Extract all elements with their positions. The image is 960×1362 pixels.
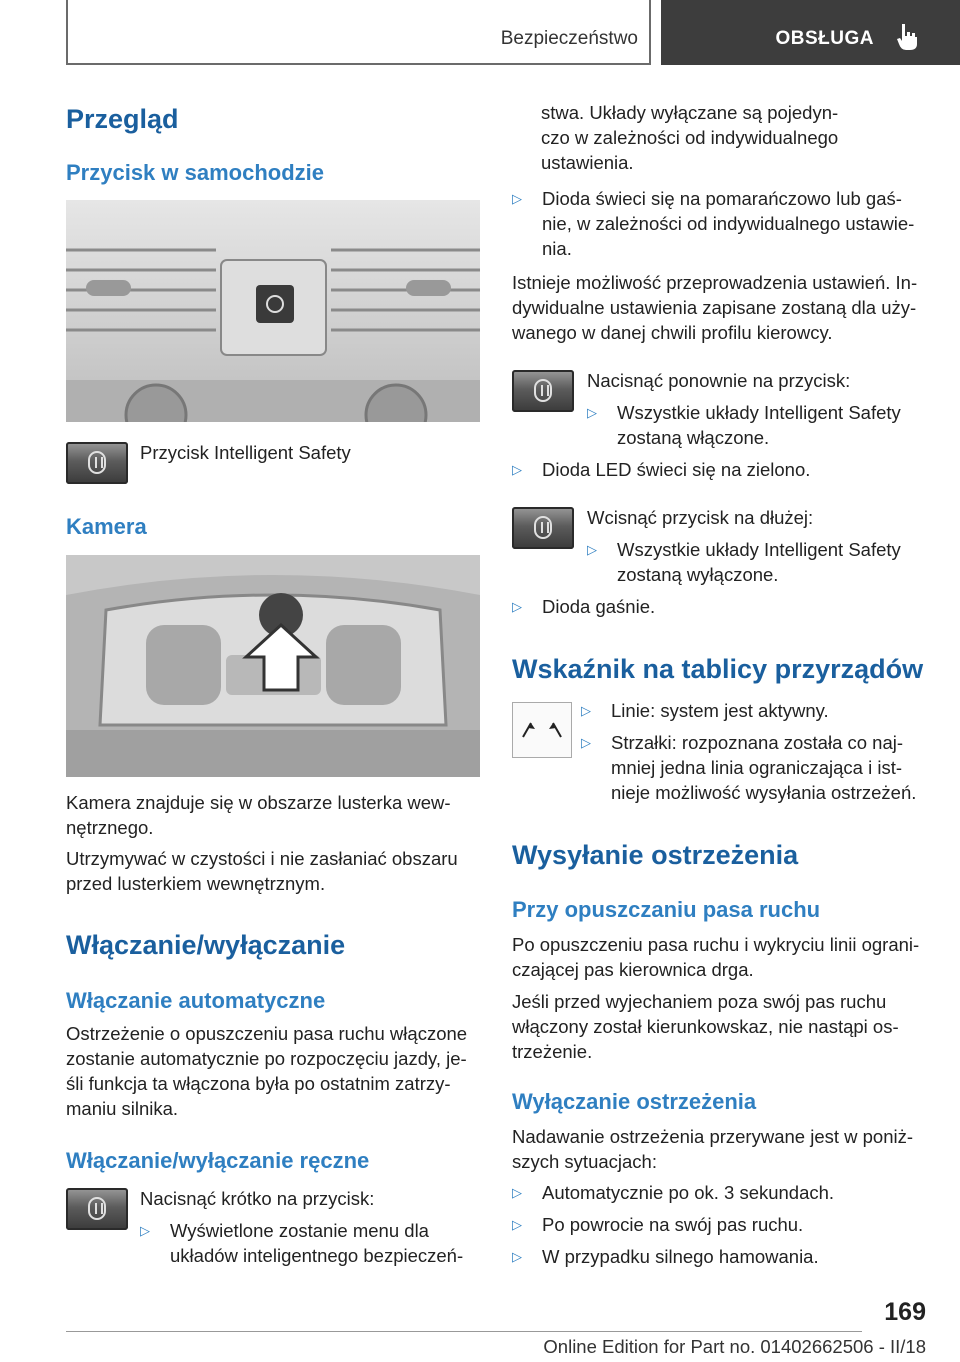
list-item-text: Automatycznie po ok. 3 sekundach. (542, 1182, 835, 1203)
auto-title: Włączanie automatyczne (66, 988, 326, 1013)
footer-rule (66, 1331, 862, 1332)
list-item-text: Dioda LED świeci się na zielono. (542, 459, 811, 480)
list-item (512, 457, 932, 483)
camera-text-1-line: nętrznego. (66, 817, 154, 838)
triangle-bullet-icon: ▷ (581, 703, 591, 718)
press-again-text: Nacisnąć ponownie na przycisk: (587, 370, 851, 391)
camera-text-2-line: przed lusterkiem wewnętrznym. (66, 873, 326, 894)
triangle-bullet-icon: ▷ (587, 542, 597, 557)
lane-leave-text-line: Po opuszczeniu pasa ruchu i wykryciu linii ograni‐ (512, 934, 920, 955)
list-item (581, 698, 931, 724)
list-item-line: nie, w zależności od indywidualnego ustawie‐ (542, 213, 915, 234)
press-long-text: Wcisnąć przycisk na dłużej: (587, 507, 814, 528)
lane-leave-text (512, 932, 932, 982)
list-item-line: mniej jedna linia ograniczająca i ist‐ (611, 757, 903, 778)
header-rule-left (66, 0, 68, 64)
menu-continuation (541, 100, 921, 175)
intelligent-safety-button-icon (512, 370, 574, 412)
signal-text-line: włączony został kierunkowskaz, nie nastąpi os‐ (512, 1016, 899, 1037)
intelligent-safety-button-icon (512, 507, 574, 549)
intelligent-safety-button-icon (66, 1188, 128, 1230)
settings-text (512, 270, 932, 345)
disable-text (512, 1124, 932, 1174)
onoff-title: Włączanie/wyłączanie (66, 930, 346, 960)
list-item (512, 594, 932, 620)
list-item-line: Wszystkie układy Intelligent Safety (617, 539, 901, 560)
camera-text-1 (66, 790, 480, 840)
camera-title: Kamera (66, 514, 147, 539)
list-item (512, 1180, 932, 1206)
list-item-line: nieje możliwość wysyłania ostrzeżeń. (611, 782, 917, 803)
settings-text-line: wanego w danej chwili profilu kierowcy. (512, 322, 833, 343)
lane-leave-title: Przy opuszczaniu pasa ruchu (512, 897, 821, 922)
triangle-bullet-icon: ▷ (512, 1217, 522, 1232)
header-chapter-label: OBSŁUGA (775, 28, 874, 49)
list-item (512, 1212, 932, 1238)
header-rule-right (649, 0, 651, 64)
warning-title: Wysyłanie ostrzeżenia (512, 840, 799, 870)
header-section-title: Bezpieczeństwo (500, 28, 638, 49)
list-item (140, 1218, 480, 1270)
list-item-text: Dioda gaśnie. (542, 596, 656, 617)
triangle-bullet-icon: ▷ (512, 462, 522, 477)
intelligent-safety-button-icon (66, 442, 128, 484)
signal-text-line: Jeśli przed wyjechaniem poza swój pas ruchu (512, 991, 887, 1012)
list-item-line: Strzałki: rozpoznana została co naj‐ (611, 732, 904, 753)
menu-continuation-line: ustawienia. (541, 152, 634, 173)
auto-text-line: maniu silnika. (66, 1098, 179, 1119)
page-number: 169 (884, 1298, 926, 1326)
button-caption: Przycisk Intelligent Safety (140, 442, 351, 463)
triangle-bullet-icon: ▷ (512, 599, 522, 614)
auto-text-line: zostanie automatycznie po rozpoczęciu jazdy, je‐ (66, 1048, 467, 1069)
disable-text-line: szych sytuacjach: (512, 1151, 657, 1172)
camera-text-2-line: Utrzymywać w czystości i nie zasłaniać obszaru (66, 848, 458, 869)
signal-text (512, 989, 932, 1064)
signal-text-line: trzeżenie. (512, 1041, 593, 1062)
overview-title: Przegląd (66, 104, 179, 134)
header-rule-bottom (66, 63, 651, 65)
list-item-text: Po powrocie na swój pas ruchu. (542, 1214, 804, 1235)
list-item (512, 186, 932, 264)
list-item (581, 730, 931, 808)
settings-text-line: Istnieje możliwość przeprowadzenia ustawień. In‐ (512, 272, 918, 293)
list-item-line: nia. (542, 238, 572, 259)
auto-text-line: śli funkcja ta włączona była po ostatnim zatrzy‐ (66, 1073, 451, 1094)
settings-text-line: dywidualne ustawienia zapisane zostaną dla uży‐ (512, 297, 917, 318)
camera-photo (66, 555, 480, 777)
list-item (587, 537, 927, 589)
header-chapter-tab[interactable] (661, 0, 960, 65)
menu-continuation-line: czo w zależności od indywidualnego (541, 127, 839, 148)
auto-text-line: Ostrzeżenie o opuszczeniu pasa ruchu włączone (66, 1023, 468, 1044)
list-item-line: Dioda świeci się na pomarańczowo lub gaś‐ (542, 188, 902, 209)
indicator-title: Wskaźnik na tablicy przyrządów (512, 654, 924, 684)
footer-edition: Online Edition for Part no. 01402662506 - II/18 (543, 1336, 926, 1357)
lane-leave-text-line: czającej pas kierownica drga. (512, 959, 754, 980)
triangle-bullet-icon: ▷ (587, 405, 597, 420)
manual-press-text: Nacisnąć krótko na przycisk: (140, 1188, 375, 1209)
list-item (587, 400, 927, 452)
list-item-text: W przypadku silnego hamowania. (542, 1246, 819, 1267)
manual-title: Włączanie/wyłączanie ręczne (66, 1148, 370, 1173)
camera-text-2 (66, 846, 480, 896)
triangle-bullet-icon: ▷ (512, 1249, 522, 1264)
list-item-text: Linie: system jest aktywny. (611, 700, 829, 721)
auto-text (66, 1021, 480, 1121)
list-item (512, 1244, 932, 1270)
triangle-bullet-icon: ▷ (512, 191, 522, 206)
menu-continuation-line: stwa. Układy wyłączane są pojedyn‐ (541, 102, 839, 123)
button-subtitle: Przycisk w samochodzie (66, 160, 324, 185)
triangle-bullet-icon: ▷ (581, 735, 591, 750)
list-item-line: Wszystkie układy Intelligent Safety (617, 402, 901, 423)
list-item-line: zostaną włączone. (617, 427, 770, 448)
disable-text-line: Nadawanie ostrzeżenia przerywane jest w poniż‐ (512, 1126, 914, 1147)
list-item-line: układów inteligentnego bezpieczeń‐ (170, 1245, 464, 1266)
triangle-bullet-icon: ▷ (140, 1223, 150, 1238)
disable-title: Wyłączanie ostrzeżenia (512, 1089, 757, 1114)
lane-lines-icon (512, 702, 572, 758)
hand-pointer-icon (894, 22, 920, 52)
list-item-line: zostaną wyłączone. (617, 564, 779, 585)
triangle-bullet-icon: ▷ (512, 1185, 522, 1200)
list-item-line: Wyświetlone zostanie menu dla (170, 1220, 429, 1241)
dashboard-button-photo (66, 200, 480, 422)
camera-text-1-line: Kamera znajduje się w obszarze lusterka wew‐ (66, 792, 451, 813)
